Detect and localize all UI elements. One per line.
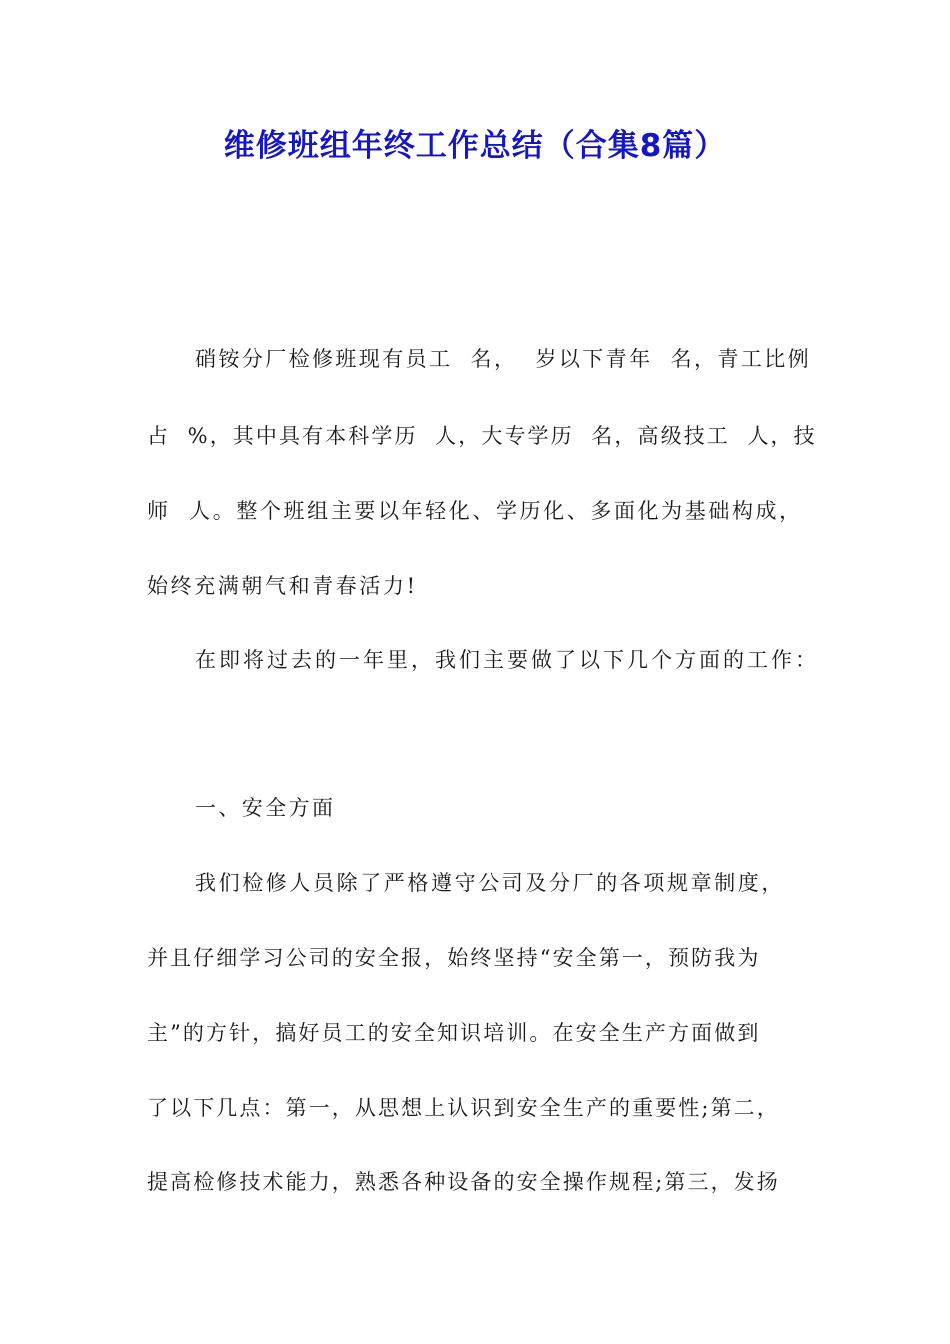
paragraph-line-6: 我们检修人员除了严格遵守公司及分厂的各项规章制度，: [195, 871, 785, 895]
paragraph-line-8: 主”的方针，搞好员工的安全知识培训。在安全生产方面做到: [147, 1021, 761, 1045]
paragraph-line-1: 硝铵分厂检修班现有员工 名， 岁以下青年 名，青工比例: [195, 347, 812, 371]
paragraph-line-9: 了以下几点：第一，从思想上认识到安全生产的重要性;第二，: [147, 1096, 780, 1120]
document-title: 维修班组年终工作总结（合集8篇）: [223, 128, 727, 164]
paragraph-line-3: 师 人。整个班组主要以年轻化、学历化、多面化为基础构成，: [147, 499, 803, 523]
paragraph-line-7: 并且仔细学习公司的安全报，始终坚持“安全第一，预防我为: [147, 946, 761, 970]
paragraph-line-2: 占 %，其中具有本科学历 人，大专学历 名，高级技工 人，技: [147, 424, 817, 448]
paragraph-line-5: 在即将过去的一年里，我们主要做了以下几个方面的工作：: [195, 648, 819, 672]
section-heading-safety: 一、安全方面: [195, 796, 336, 820]
paragraph-line-4: 始终充满朝气和青春活力!: [147, 574, 418, 598]
paragraph-line-10: 提高检修技术能力，熟悉各种设备的安全操作规程;第三，发扬: [147, 1170, 780, 1194]
